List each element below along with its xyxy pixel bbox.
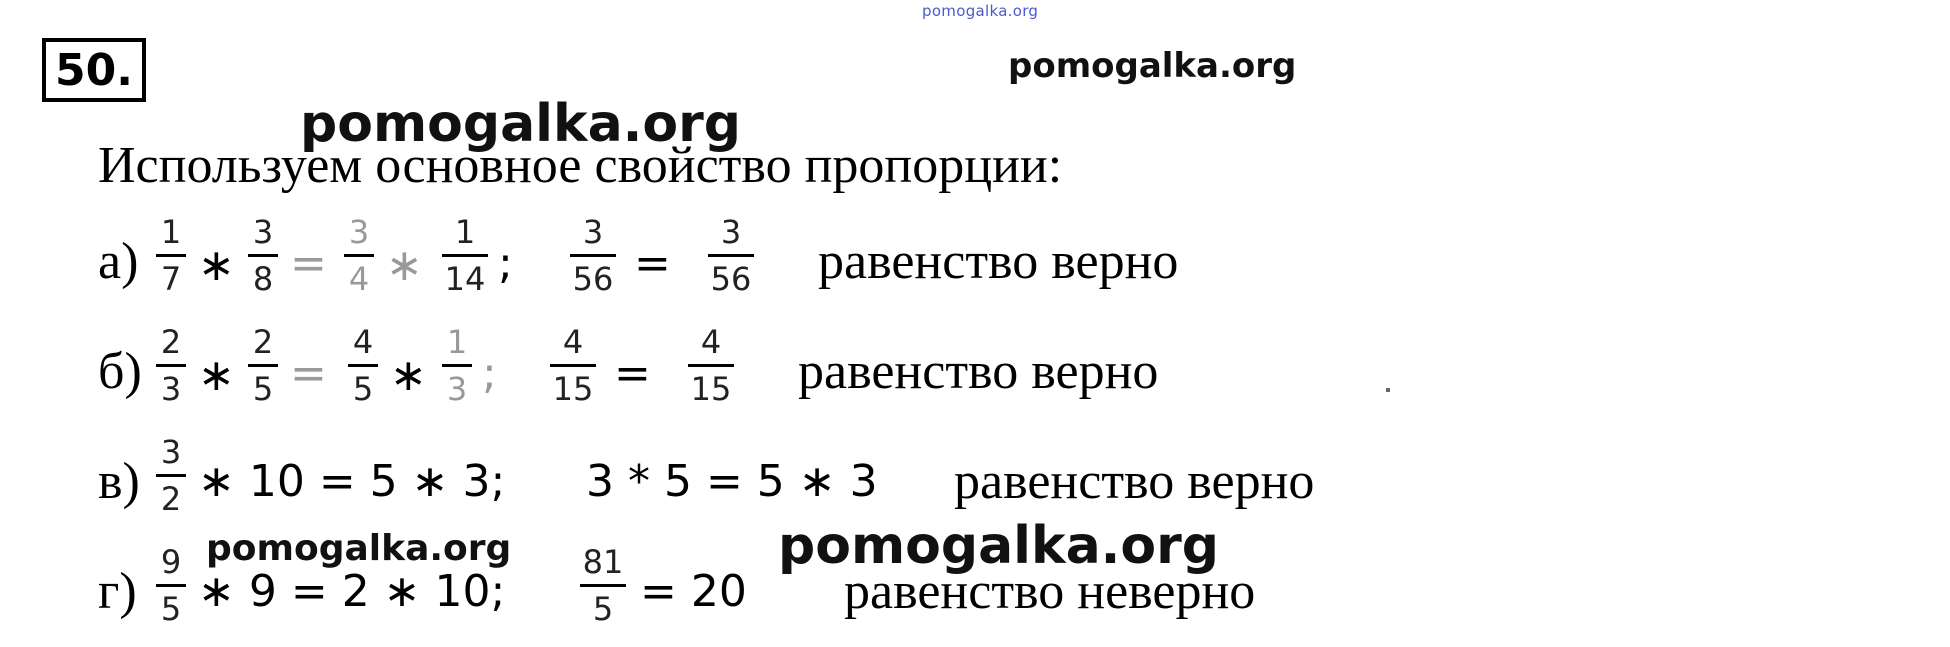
intro-text: Используем основное свойство пропорции: <box>98 137 1063 194</box>
problem-number: 50. <box>42 38 146 102</box>
verdict-a: равенство верно <box>818 233 1179 290</box>
fraction: 3 2 <box>156 432 186 519</box>
row-label-b: б) <box>98 343 142 400</box>
fraction: 3 4 <box>344 212 374 299</box>
fraction: 3 56 <box>570 212 616 299</box>
expression-left: ∗ 10 = 5 ∗ 3; <box>198 456 506 507</box>
equals-sign: = <box>614 348 651 399</box>
watermark-2: pomogalka.org <box>300 94 742 154</box>
fraction: 4 5 <box>348 322 378 409</box>
verdict-b: равенство верно <box>798 343 1159 400</box>
fraction: 1 3 <box>442 322 472 409</box>
multiply-sign: ∗ <box>198 350 235 401</box>
fraction: 3 8 <box>248 212 278 299</box>
watermark-top: pomogalka.org <box>922 2 1039 20</box>
fraction: 2 3 <box>156 322 186 409</box>
watermark-4: pomogalka.org <box>778 516 1220 576</box>
multiply-sign: ∗ <box>390 350 427 401</box>
multiply-sign: ∗ <box>198 240 235 291</box>
speck <box>1386 388 1390 392</box>
fraction: 4 15 <box>688 322 734 409</box>
row-label-g: г) <box>98 563 137 620</box>
row-label-v: в) <box>98 453 140 510</box>
equals-sign: = <box>290 238 327 289</box>
fraction: 3 56 <box>708 212 754 299</box>
semicolon: ; <box>482 348 497 399</box>
expression-right: = 20 <box>640 566 747 617</box>
row-label-a: а) <box>98 233 139 290</box>
multiply-sign: ∗ <box>386 240 423 291</box>
semicolon: ; <box>498 238 513 289</box>
watermark-3: pomogalka.org <box>206 528 512 569</box>
expression-right: 3 * 5 = 5 ∗ 3 <box>586 456 878 507</box>
fraction: 4 15 <box>550 322 596 409</box>
fraction: 1 7 <box>156 212 186 299</box>
equals-sign: = <box>290 348 327 399</box>
verdict-g: равенство неверно <box>844 563 1256 620</box>
fraction: 2 5 <box>248 322 278 409</box>
expression-left: ∗ 9 = 2 ∗ 10; <box>198 566 506 617</box>
equals-sign: = <box>634 238 671 289</box>
fraction: 81 5 <box>580 542 626 629</box>
verdict-v: равенство верно <box>954 453 1315 510</box>
fraction: 9 5 <box>156 542 186 629</box>
fraction: 1 14 <box>442 212 488 299</box>
watermark-1: pomogalka.org <box>1008 46 1297 86</box>
